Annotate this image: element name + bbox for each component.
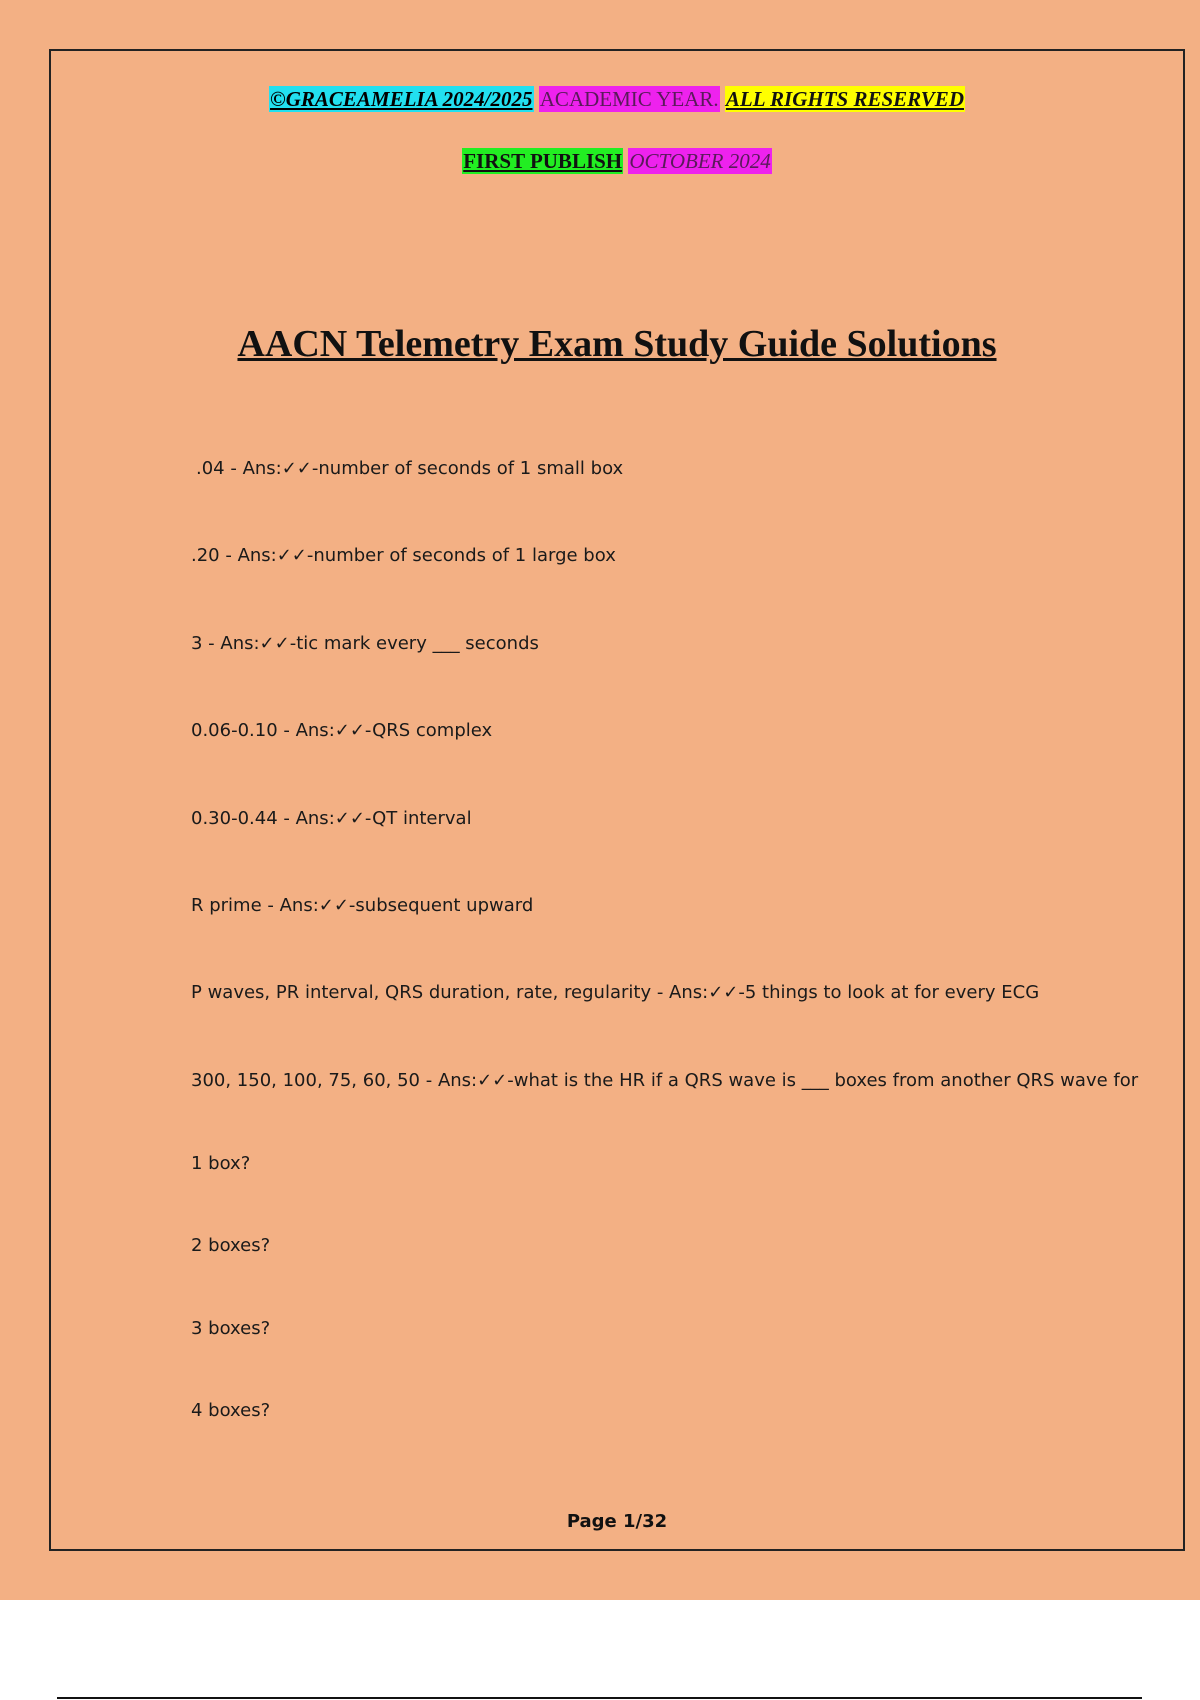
qa-item: .04 - Ans:✓✓-number of seconds of 1 small box xyxy=(196,458,624,479)
academic-year-text: ACADEMIC YEAR. xyxy=(539,87,719,111)
qa-item: R prime - Ans:✓✓-subsequent upward xyxy=(191,895,534,916)
qa-item: 0.06-0.10 - Ans:✓✓-QRS complex xyxy=(191,720,493,741)
qa-item: 0.30-0.44 - Ans:✓✓-QT interval xyxy=(191,808,472,829)
qa-item: P waves, PR interval, QRS duration, rate, regularity - Ans:✓✓-5 things to look at for every ECG xyxy=(191,982,1040,1003)
publish-line xyxy=(51,147,1183,175)
document-title: AACN Telemetry Exam Study Guide Solutions xyxy=(237,323,997,365)
qa-item: 1 box? xyxy=(191,1153,251,1174)
qa-item: 4 boxes? xyxy=(191,1400,271,1421)
qa-item: 300, 150, 100, 75, 60, 50 - Ans:✓✓-what is the HR if a QRS wave is ___ boxes from another QRS wave for xyxy=(191,1070,1139,1091)
page-frame xyxy=(49,49,1185,1551)
qa-item: 2 boxes? xyxy=(191,1235,271,1256)
page-number: Page 1/32 xyxy=(566,1511,668,1532)
qa-item: .20 - Ans:✓✓-number of seconds of 1 large box xyxy=(191,545,616,566)
qa-item: 3 boxes? xyxy=(191,1318,271,1339)
copyright-line xyxy=(51,85,1183,113)
bottom-divider xyxy=(57,1697,1142,1699)
publish-date-text: OCTOBER 2024 xyxy=(629,149,771,173)
rights-reserved-text: ALL RIGHTS RESERVED xyxy=(725,87,964,111)
first-publish-text: FIRST PUBLISH xyxy=(463,149,623,173)
copyright-text: ©GRACEAMELIA 2024/2025 xyxy=(270,87,533,111)
qa-item: 3 - Ans:✓✓-tic mark every ___ seconds xyxy=(191,633,539,654)
